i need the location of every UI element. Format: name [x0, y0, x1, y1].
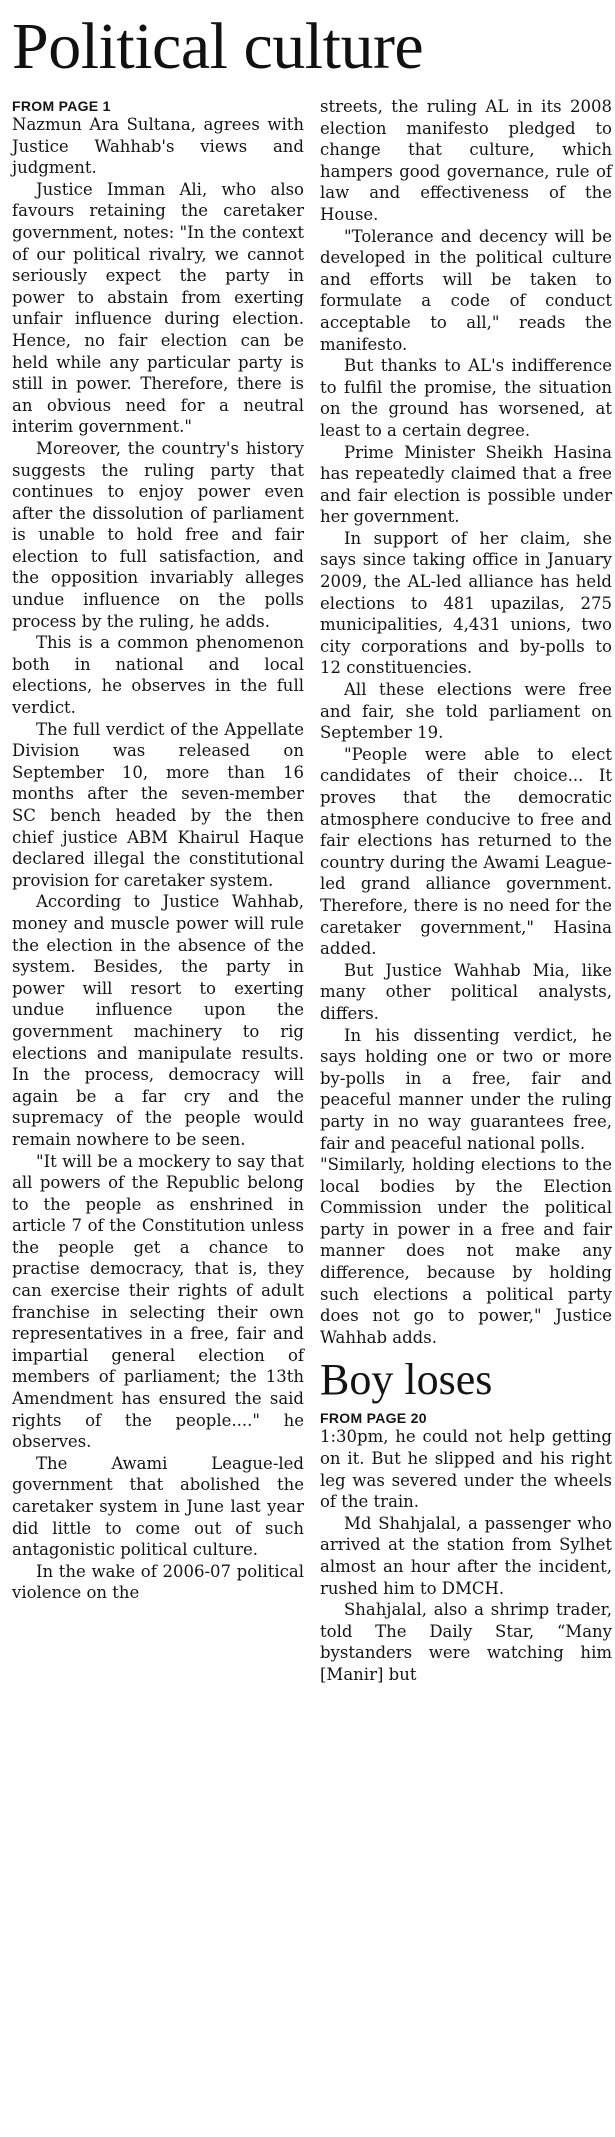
article-paragraph: In the wake of 2006-07 political violence on the	[12, 1561, 304, 1603]
article-paragraph: Justice Imman Ali, who also favours retaining the caretaker government, notes: "In the context of our political rivalry, we cannot seriously expect the party in power to abstain from exerting unfair influence during election. Hence, no fair election can be held while any particular party is still in power. Therefore, there is an obvious need for a neutral interim government."	[12, 179, 304, 437]
article-paragraph: Nazmun Ara Sultana, agrees with Justice Wahhab's views and judgment.	[12, 115, 304, 178]
article-columns	[12, 96, 612, 1686]
article-paragraph: "Similarly, holding elections to the local bodies by the Election Commission under the political party in power in a free and fair manner does not make any difference, because by holding such elections a political party does not go to power," Justice Wahhab adds.	[320, 1155, 612, 1347]
article-paragraph: According to Justice Wahhab, money and muscle power will rule the election in the absence of the system. Besides, the party in power will resort to exerting undue influence upon the government machinery to rig elections and manipulate results. In the process, democracy will again be a far cry and the supremacy of the people would remain nowhere to be seen.	[12, 892, 304, 1149]
article-paragraph: But Justice Wahhab Mia, like many other political analysts, differs.	[320, 960, 612, 1023]
article-paragraph: All these elections were free and fair, she told parliament on September 19.	[320, 680, 612, 743]
column-left	[12, 96, 304, 1686]
article-paragraph: "It will be a mockery to say that all powers of the Republic belong to the people as enshrined in article 7 of the Constitution unless the people get a chance to practise democracy, that is, they can exercise their rights of adult franchise in selecting their own representatives in a free, fair and impartial general election of members of parliament; the 13th Amendment has ensured the said rights of the people...." he observes.	[12, 1151, 304, 1452]
article-paragraph: Prime Minister Sheikh Hasina has repeatedly claimed that a free and fair election is possible under her government.	[320, 442, 612, 527]
article-paragraph: "People were able to elect candidates of their choice... It proves that the democratic atmosphere conducive to free and fair elections has returned to the country during the Awami League-led grand alliance government. Therefore, there is no need for the caretaker government," Hasina added.	[320, 744, 612, 959]
column-right	[320, 96, 612, 1686]
second-story-headline: Boy loses	[320, 1355, 493, 1405]
article-paragraph: This is a common phenomenon both in national and local elections, he observes in the full verdict.	[12, 633, 304, 718]
article-paragraph: Moreover, the country's history suggests the ruling party that continues to enjoy power even after the dissolution of parliament is unable to hold free and fair election to full satisfaction, and the opposition invariably alleges undue influence on the polls process by the ruling, he adds.	[12, 438, 304, 631]
article-paragraph: In his dissenting verdict, he says holding one or two or more by-polls in a free, fair and peaceful manner under the ruling party in no way guarantees free, fair and peaceful national polls.	[320, 1025, 612, 1153]
article-paragraph: The Awami League-led government that abolished the caretaker system in June last year did little to come out of such antagonistic political culture.	[12, 1453, 304, 1560]
article-paragraph: "Tolerance and decency will be developed in the political culture and efforts will be taken to formulate a code of conduct acceptable to all," reads the manifesto.	[320, 226, 612, 354]
story-headline: Political culture	[12, 10, 424, 83]
article-paragraph: But thanks to AL's indifference to fulfil the promise, the situation on the ground has worsened, at least to a certain degree.	[320, 356, 612, 440]
article-paragraph: streets, the ruling AL in its 2008 election manifesto pledged to change that culture, which hampers good governance, rule of law and effectiveness of the House.	[320, 97, 612, 224]
article-paragraph: 1:30pm, he could not help getting on it. But he slipped and his right leg was severed under the wheels of the train.	[320, 1427, 612, 1512]
article-paragraph: The full verdict of the Appellate Division was released on September 10, more than 16 months after the seven-member SC bench headed by the then chief justice ABM Khairul Haque declared illegal the constitutional provision for caretaker system.	[12, 719, 304, 890]
article-paragraph: Md Shahjalal, a passenger who arrived at the station from Sylhet almost an hour after the incident, rushed him to DMCH.	[320, 1513, 612, 1598]
second-story-kicker: FROM PAGE 20	[320, 1410, 427, 1427]
continuation-kicker: FROM PAGE 1	[12, 98, 111, 114]
article-paragraph: In support of her claim, she says since taking office in January 2009, the AL-led alliance has held elections to 481 upazilas, 275 municipalities, 4,431 unions, two city corporations and by-polls to 12 constituencies.	[320, 528, 612, 678]
article-paragraph: Shahjalal, also a shrimp trader, told The Daily Star, “Many bystanders were watching him [Manir] but	[320, 1600, 612, 1684]
